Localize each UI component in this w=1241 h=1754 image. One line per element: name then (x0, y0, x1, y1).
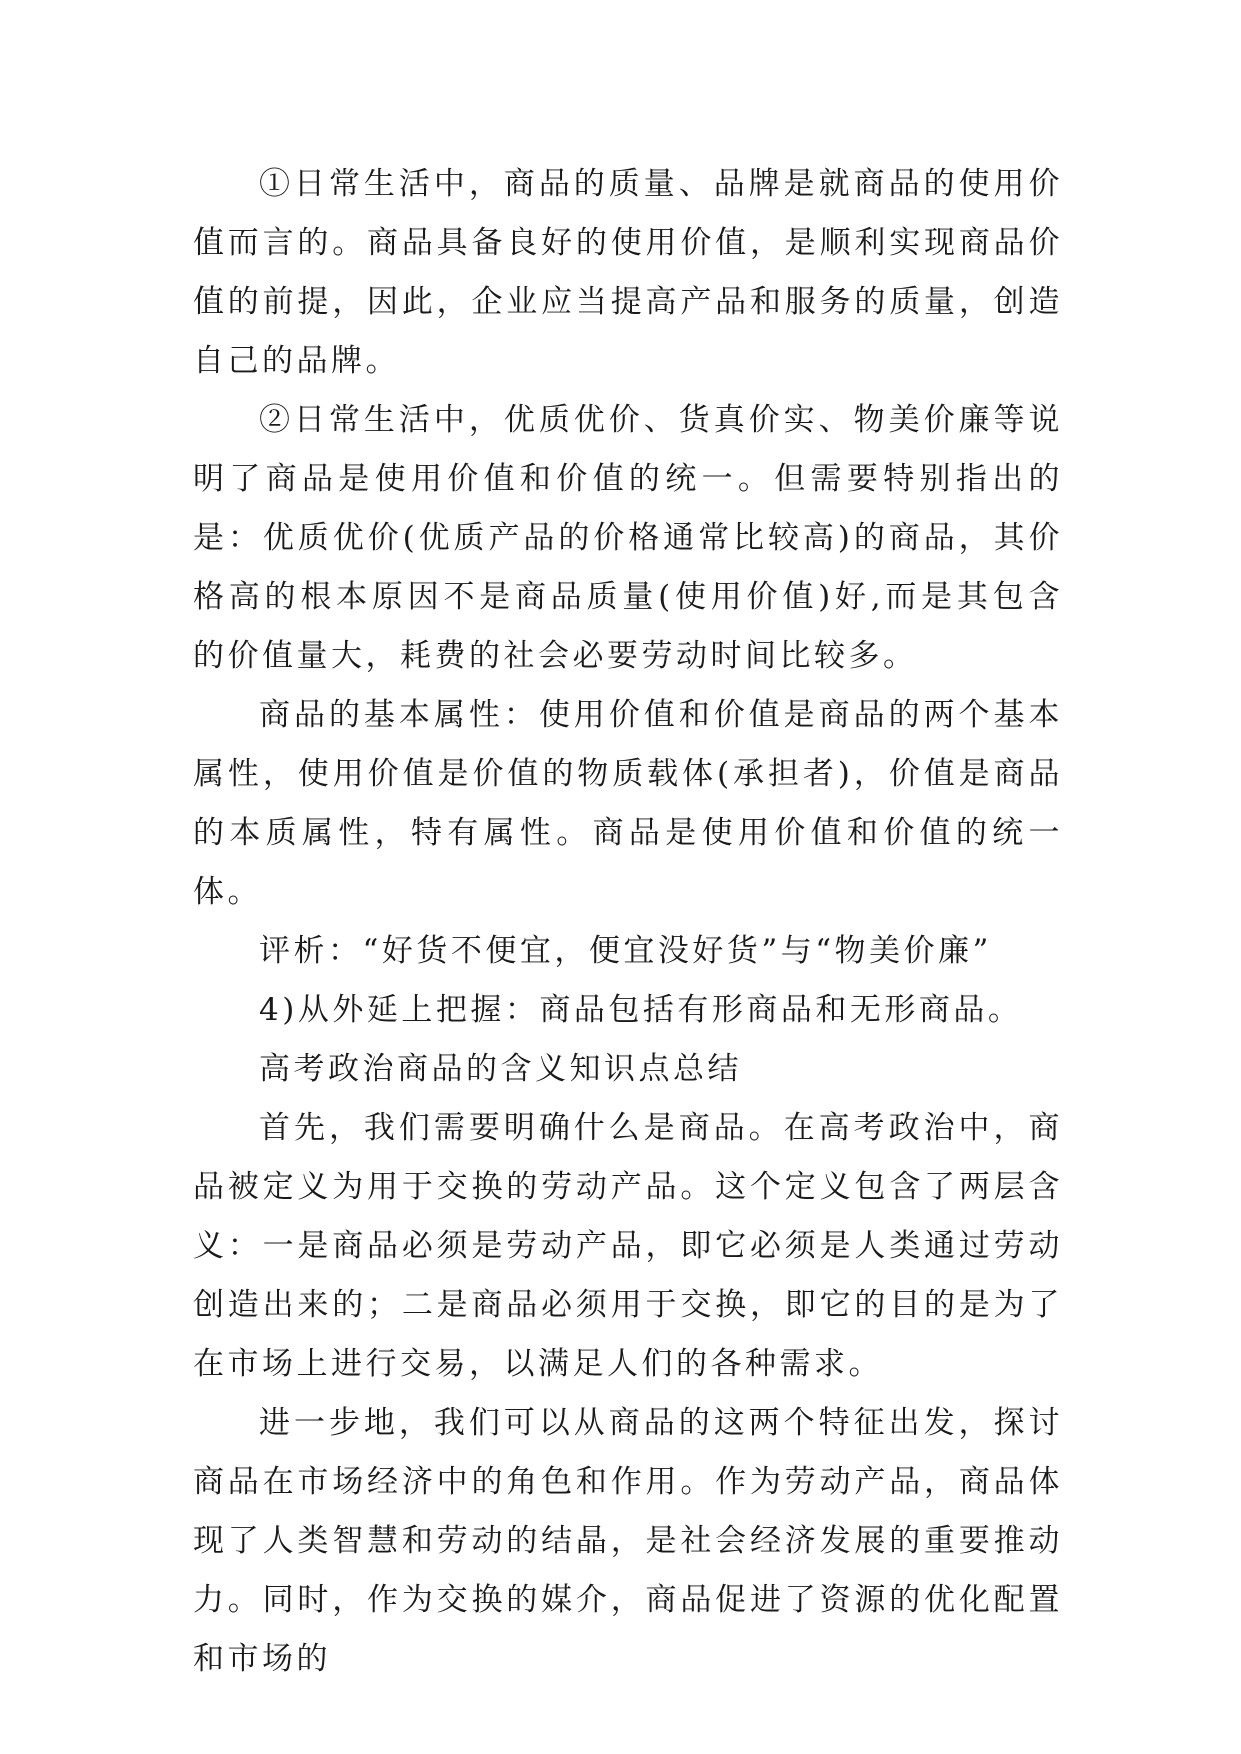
document-body (193, 155, 1063, 1689)
paragraph-extension: 4)从外延上把握：商品包括有形商品和无形商品。 (259, 992, 1023, 1028)
paragraph-definition: 首先，我们需要明确什么是商品。在高考政治中，商品被定义为用于交换的劳动产品。这个定义包含了两层含义：一是商品必须是劳动产品，即它必须是人类通过劳动创造出来的；二是商品必须用于交换，即它的目的是为了在市场上进行交易，以满足人们的各种需求。 (193, 1110, 1063, 1382)
paragraph-analysis: 评析：“好货不便宜，便宜没好货”与“物美价廉” (259, 933, 992, 969)
paragraph-use-value-quality: ①日常生活中，商品的质量、品牌是就商品的使用价值而言的。商品具备良好的使用价值，是顺利实现商品价值的前提，因此，企业应当提高产品和服务的质量，创造自己的品牌。 (193, 166, 1063, 379)
paragraph-market-role: 进一步地，我们可以从商品的这两个特征出发，探讨商品在市场经济中的角色和作用。作为劳动产品，商品体现了人类智慧和劳动的结晶，是社会经济发展的重要推动力。同时，作为交换的媒介，商品促进了资源的优化配置和市场的 (193, 1405, 1063, 1677)
paragraph-basic-attributes: 商品的基本属性：使用价值和价值是商品的两个基本属性，使用价值是价值的物质载体(承担者)，价值是商品的本质属性，特有属性。商品是使用价值和价值的统一体。 (193, 697, 1063, 910)
section-heading: 高考政治商品的含义知识点总结 (259, 1051, 742, 1087)
paragraph-quality-price: ②日常生活中，优质优价、货真价实、物美价廉等说明了商品是使用价值和价值的统一。但需要特别指出的是：优质优价(优质产品的价格通常比较高)的商品，其价格高的根本原因不是商品质量(使用价值)好,而是其包含的价值量大，耗费的社会必要劳动时间比较多。 (193, 402, 1063, 674)
